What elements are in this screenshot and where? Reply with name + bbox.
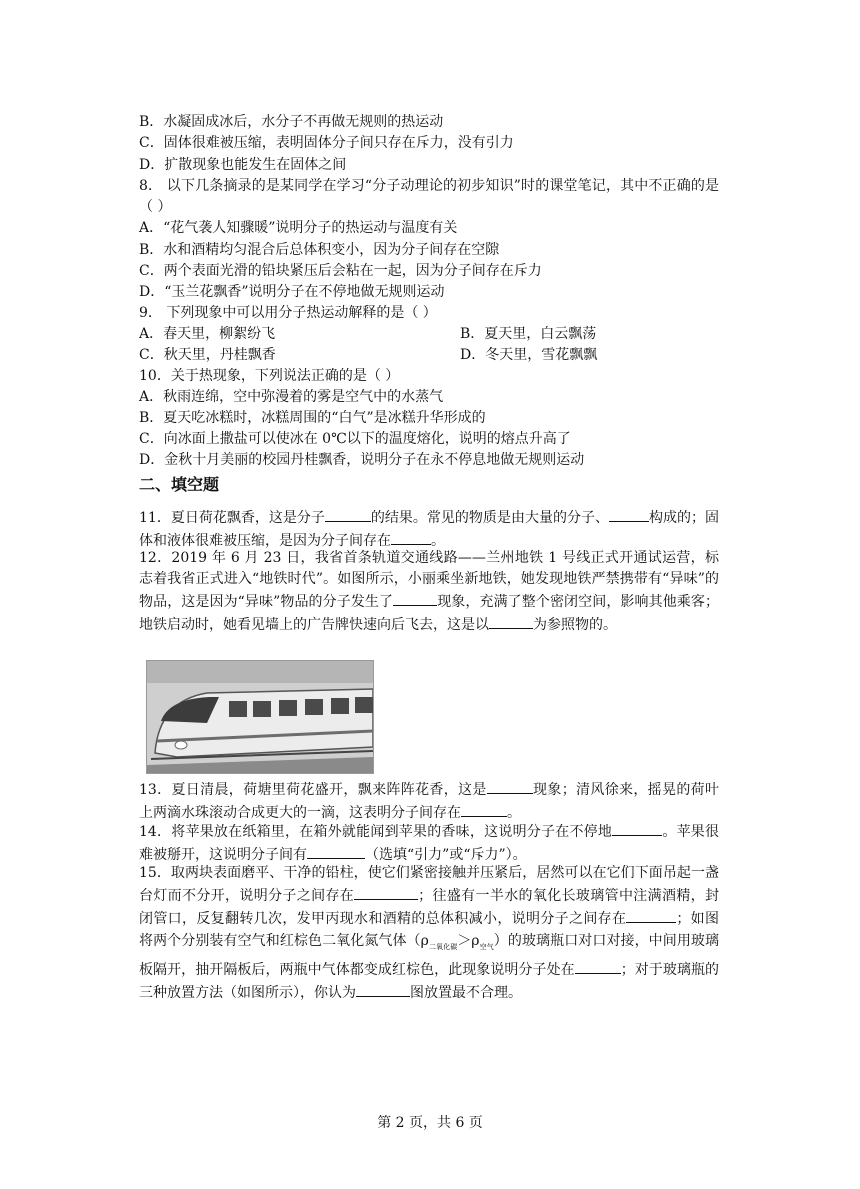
q15-blank-1[interactable] [354, 884, 418, 900]
q9-stem: 9． 下列现象中可以用分子热运动解释的是（ ） [139, 305, 437, 321]
q11-text: 11．夏日荷花飘香，这是分子 的结果。常见的物质是由大量的分子、 构成的；固体和液体很难被压缩，是因为分子间存在 。 [139, 506, 719, 552]
q11-blank-2[interactable] [609, 506, 649, 522]
q11-blank-3[interactable] [391, 529, 431, 545]
q7-option-b: B．水凝固成冰后，水分子不再做无规则的热运动 [139, 114, 444, 130]
q11-blank-1[interactable] [325, 506, 371, 522]
train-image [147, 661, 373, 773]
q10-option-d: D．金秋十月美丽的校园丹桂飘香，说明分子在永不停息地做无规则运动 [139, 452, 585, 468]
q8-option-b: B．水和酒精均匀混合后总体积变小，因为分子间存在空隙 [139, 242, 500, 258]
q14-blank-1[interactable] [612, 820, 662, 836]
q13-text: 13．夏日清晨，荷塘里荷花盛开，飘来阵阵花香，这是 现象；清风徐来，摇晃的荷叶上两滴水珠滚动合成更大的一滴，这表明分子间存在 。 [139, 778, 719, 824]
q15-blank-3[interactable] [575, 958, 621, 974]
q9-option-c: C．秋天里，丹桂飘香 [139, 347, 276, 363]
q13-blank-2[interactable] [461, 801, 507, 817]
q14-text: 14．将苹果放在纸箱里，在箱外就能闻到苹果的香味，这说明分子在不停地 。苹果很难被掰开，这说明分子间有 （选填“引力”或“斥力”）。 [139, 820, 719, 866]
q12-blank-1[interactable] [393, 590, 437, 606]
q7-option-c: C．固体很难被压缩，表明固体分子间只存在斥力，没有引力 [139, 135, 514, 151]
q15-blank-4[interactable] [356, 981, 410, 997]
q15-blank-2[interactable] [626, 907, 676, 923]
q10-option-c: C．向冰面上撒盐可以使冰在 0℃以下的温度熔化，说明的熔点升高了 [139, 431, 571, 447]
page-footer: 第 2 页，共 6 页 [377, 1115, 483, 1131]
q15-text: 15．取两块表面磨平、干净的铅柱，使它们紧密接触并压紧后，居然可以在它们下面吊起一盏台灯而不分开，说明分子之间存在 ；往盛有一半水的氧化长玻璃管中注满酒精，封闭管口，反复翻转几次，发甲丙现水和酒精的总体积减小，说明分子之间存在 ；如图将两个分别装有空气和红棕色二氧化氮气体$(\rho_{二氧化碳}>\rho_{空气})$的玻璃瓶口对口对接，中间用玻璃板隔开，抽开隔板后，两瓶中气体都变成红棕色，此现象说明分子处在 ；对于玻璃瓶的三种放置方法（如图所示），你认为 图放置最不合理。 [139, 865, 720, 1001]
q14-blank-2[interactable] [307, 843, 365, 859]
q10-stem: 10．关于热现象，下列说法正确的是（ ） [139, 368, 400, 384]
q8-option-d: D．“玉兰花飘香”说明分子在不停地做无规则运动 [139, 284, 445, 300]
q9-option-b: B．夏天里，白云飘荡 [460, 326, 597, 342]
q8-option-c: C．两个表面光滑的铅块紧压后会粘在一起，因为分子间存在斥力 [139, 263, 542, 279]
q12-blank-2[interactable] [489, 613, 533, 629]
q13-blank-1[interactable] [487, 778, 533, 794]
q8-option-a: A．“花气袭人知骤暖”说明分子的热运动与温度有关 [139, 220, 458, 236]
q8-stem: 8． 以下几条摘录的是某同学在学习“分子动理论的初步知识”时的课堂笔记，其中不正确的是（ ） [139, 178, 719, 215]
subway-train-photo [146, 660, 374, 774]
q10-option-b: B．夏天吃冰糕时，冰糕周围的“白气”是冰糕升华形成的 [139, 410, 486, 426]
q9-option-d: D．冬天里，雪花飘飘 [460, 347, 598, 363]
q7-option-d: D．扩散现象也能发生在固体之间 [139, 157, 347, 173]
q12-text: 12．2019 年 6 月 23 日，我省首条轨道交通线路——兰州地铁 1 号线正式开通试运营，标志着我省正式进入“地铁时代”。如图所示，小丽乘坐新地铁，她发现地铁严禁携带有“异味”的物品，这是因为“异味”物品的分子发生了 现象，充满了整个密闭空间，影响其他乘客；地铁启动时，她看见墙上的广告牌快速向后飞去，这是以 为参照物的。 [139, 550, 719, 633]
section-heading: 二、填空题 [139, 475, 220, 494]
q10-option-a: A．秋雨连绵，空中弥漫着的雾是空气中的水蒸气 [139, 389, 444, 405]
q9-option-a: A．春天里，柳絮纷飞 [139, 326, 276, 342]
